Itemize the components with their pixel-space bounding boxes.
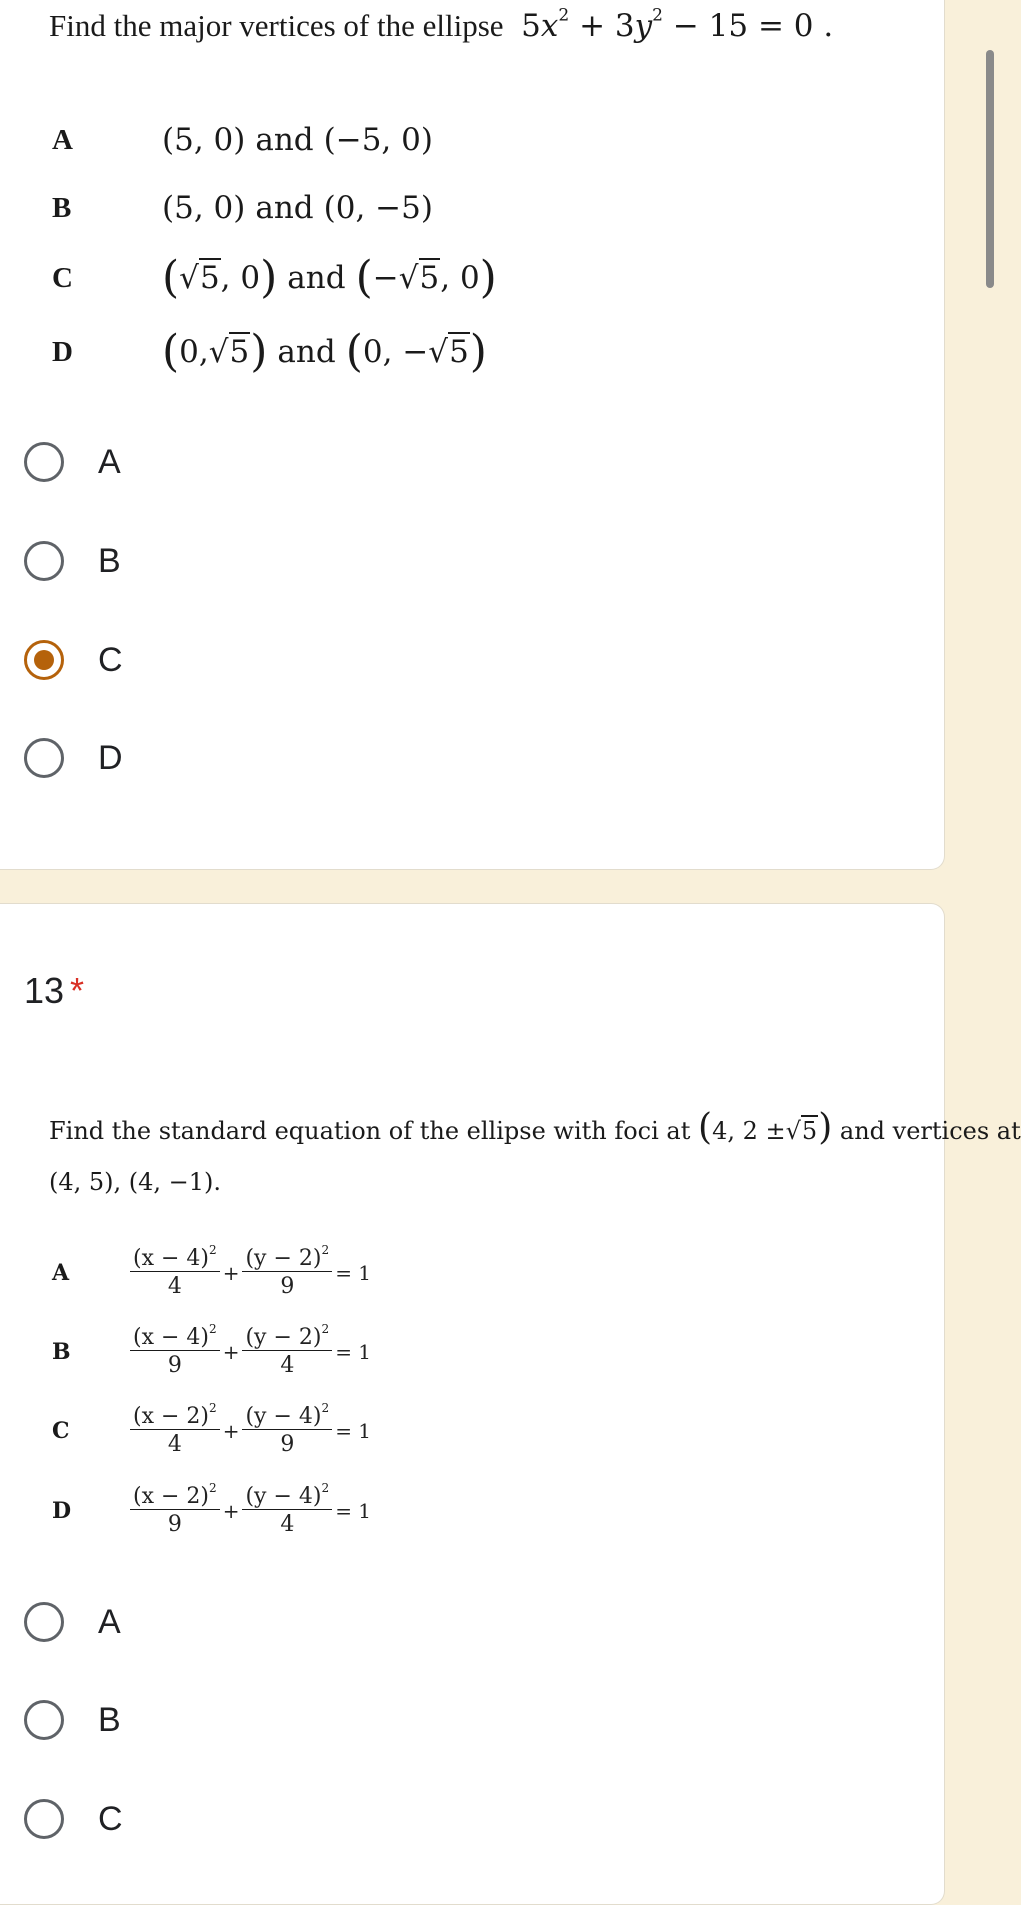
radio-button[interactable] [24, 1602, 64, 1642]
question-12-prompt: Find the major vertices of the ellipse [49, 8, 504, 43]
q12-option-d: D ( 0, √5 ) and ( 0, − √5 ) [52, 326, 487, 377]
question-12-text [49, 5, 834, 44]
q13-choice-b[interactable]: B [24, 1700, 121, 1740]
q13-choice-a[interactable]: A [24, 1602, 121, 1642]
radio-button[interactable] [24, 442, 64, 482]
q12-option-b: B (5, 0) and (0, −5) [52, 190, 433, 226]
q13-choice-c[interactable]: C [24, 1799, 123, 1839]
radio-button[interactable] [24, 1700, 64, 1740]
q12-choice-a[interactable]: A [24, 442, 121, 482]
q12-choice-c[interactable]: C [24, 640, 123, 680]
radio-button[interactable] [24, 738, 64, 778]
q12-option-a: A (5, 0) and (−5, 0) [52, 122, 433, 158]
question-13-text-line1: Find the standard equation of the ellipse with foci at (4, 2 ±√5) and vertices at [49, 1107, 1021, 1148]
radio-button[interactable] [24, 541, 64, 581]
q13-option-c: C $\frac{(x - 2)^2}{4}$ + $\frac{(y - 4)^2}{9}$ = 1 [52, 1401, 372, 1457]
q13-option-b: B $\frac{(x - 4)^2}{9}$ + $\frac{(y - 2)^2}{4}$ = 1 [52, 1322, 372, 1378]
question-13-text-line2: (4, 5), (4, −1). [49, 1168, 222, 1196]
question-13-title: 13 * [24, 970, 85, 1011]
radio-button-selected[interactable] [24, 640, 64, 680]
q12-choice-d[interactable]: D [24, 738, 123, 778]
scrollbar-thumb[interactable] [986, 50, 994, 288]
ellipse-equation: $5x^2 + 3y^2 - 15 = 0$ . [521, 5, 834, 44]
q13-option-a: A $\frac{(x - 4)^2}{4}$ + $\frac{(y - 2)^2}{9}$ = 1 [52, 1243, 372, 1299]
radio-button[interactable] [24, 1799, 64, 1839]
q13-option-d: D $\frac{(x - 2)^2}{9}$ + $\frac{(y - 4)^2}{4}$ = 1 [52, 1481, 372, 1537]
q12-option-c: C ( √5 , 0 ) and ( − √5 , 0 ) [52, 252, 497, 303]
q12-choice-b[interactable]: B [24, 541, 121, 581]
required-asterisk: * [70, 970, 85, 1011]
